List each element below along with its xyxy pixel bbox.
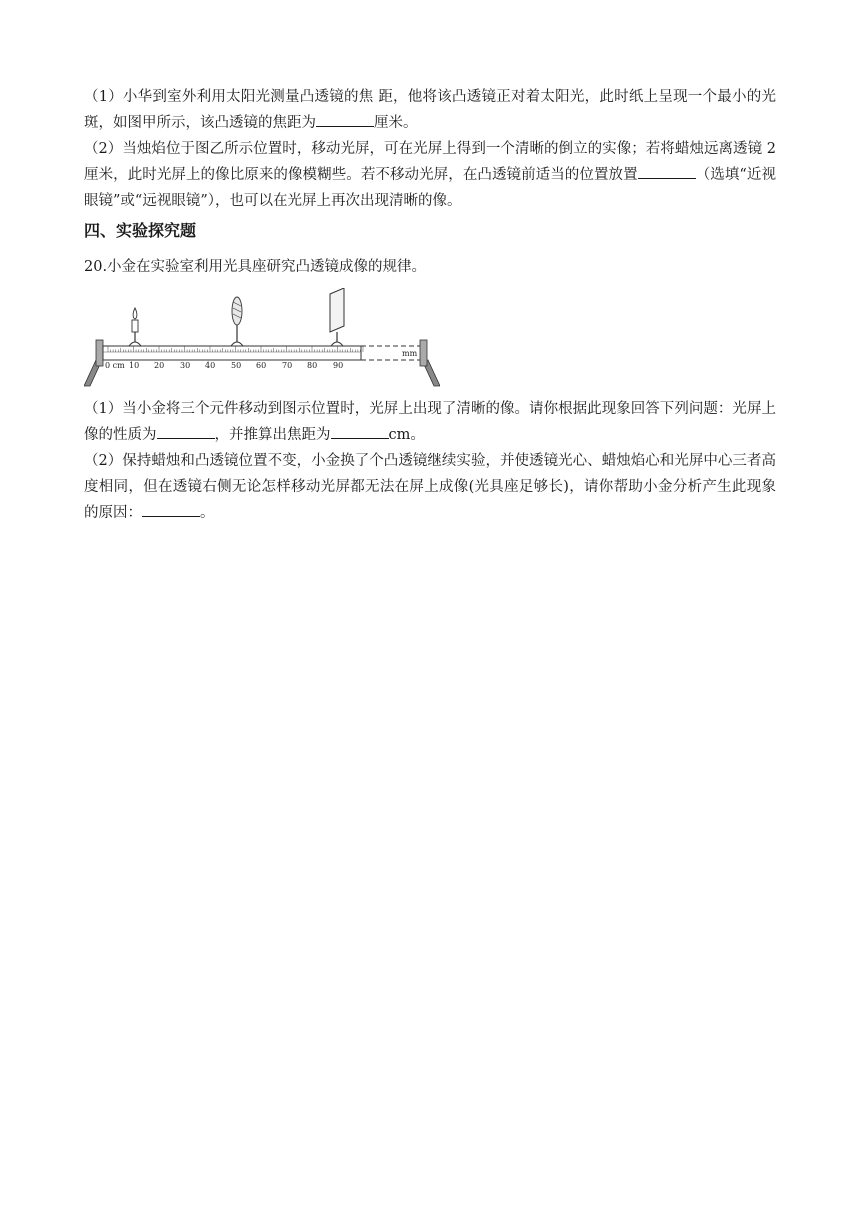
- right-post: [420, 340, 427, 366]
- scale-label: 40: [205, 361, 216, 370]
- scale-label: 50: [231, 361, 242, 370]
- answer-blank[interactable]: [316, 112, 374, 127]
- bench-rail: [103, 346, 361, 360]
- candle-flame: [133, 308, 137, 319]
- q19-part2-hint: （选填“近视眼镜”或“远视眼镜”），也可以在光屏上再次出现清晰的像。: [84, 167, 776, 209]
- q20-part2-text: （2）保持蜡烛和凸透镜位置不变，小金换了个凸透镜继续实验，并使透镜光心、蜡烛焰心和光屏中心三者高度相同，但在透镜右侧无论怎样移动光屏都无法在屏上成像(光具座足够长)，请你帮助小金分析产生此现象的原因：: [84, 453, 776, 521]
- screen-panel: [330, 288, 344, 332]
- scale-label: 90: [333, 361, 344, 370]
- scale-label: 70: [282, 361, 293, 370]
- convex-lens: [231, 297, 243, 346]
- candle: [129, 308, 141, 346]
- left-post: [96, 340, 103, 366]
- answer-blank[interactable]: [638, 164, 696, 179]
- optical-bench-figure: [84, 288, 440, 390]
- lens-body: [232, 297, 242, 325]
- q19-part2-text: （2）当烛焰位于图乙所示位置时，移动光屏，可在光屏上得到一个清晰的倒立的实像；若将蜡烛远离透镜 2 厘米，此时光屏上的像比原来的像模糊些。若不移动光屏，在凸透镜前适当的位置放置: [84, 141, 776, 183]
- scale-label: 10: [129, 361, 140, 370]
- scale-unit: mm: [402, 349, 418, 358]
- answer-blank[interactable]: [142, 502, 200, 517]
- scale-label: 60: [256, 361, 267, 370]
- answer-blank[interactable]: [331, 424, 389, 439]
- answer-blank[interactable]: [157, 424, 215, 439]
- q19-part1: [84, 84, 776, 136]
- scale-label: 0 cm: [105, 361, 125, 370]
- scale-label: 30: [180, 361, 191, 370]
- scale-label: 20: [154, 361, 165, 370]
- q20-part2: [84, 448, 776, 526]
- q20-part1-text: （1）当小金将三个元件移动到图示位置时，光屏上出现了清晰的像。请你根据此现象回答下列问题：光屏上像的性质为: [84, 401, 776, 443]
- candle-body: [132, 320, 138, 332]
- q20-part1-unit: cm。: [388, 427, 425, 443]
- scale-label: 80: [307, 361, 318, 370]
- light-screen: [330, 288, 344, 346]
- q19-part1-text: （1）小华到室外利用太阳光测量凸透镜的焦 距，他将该凸透镜正对着太阳光，此时纸上呈现一个最小的光斑，如图甲所示，该凸透镜的焦距为: [84, 89, 776, 131]
- section-heading: 四、实验探究题: [84, 221, 197, 240]
- candle-holder: [129, 342, 141, 346]
- q20-part1-text2: ，并推算出焦距为: [214, 427, 331, 443]
- q20-stem: 20.小金在实验室利用光具座研究凸透镜成像的规律。: [84, 259, 427, 275]
- lens-holder: [231, 342, 243, 346]
- q20-part1: [84, 396, 776, 448]
- q19-part2: [84, 136, 776, 214]
- q20-part2-end: 。: [200, 505, 215, 521]
- screen-holder: [331, 342, 343, 346]
- q19-part1-unit: 厘米。: [374, 115, 418, 131]
